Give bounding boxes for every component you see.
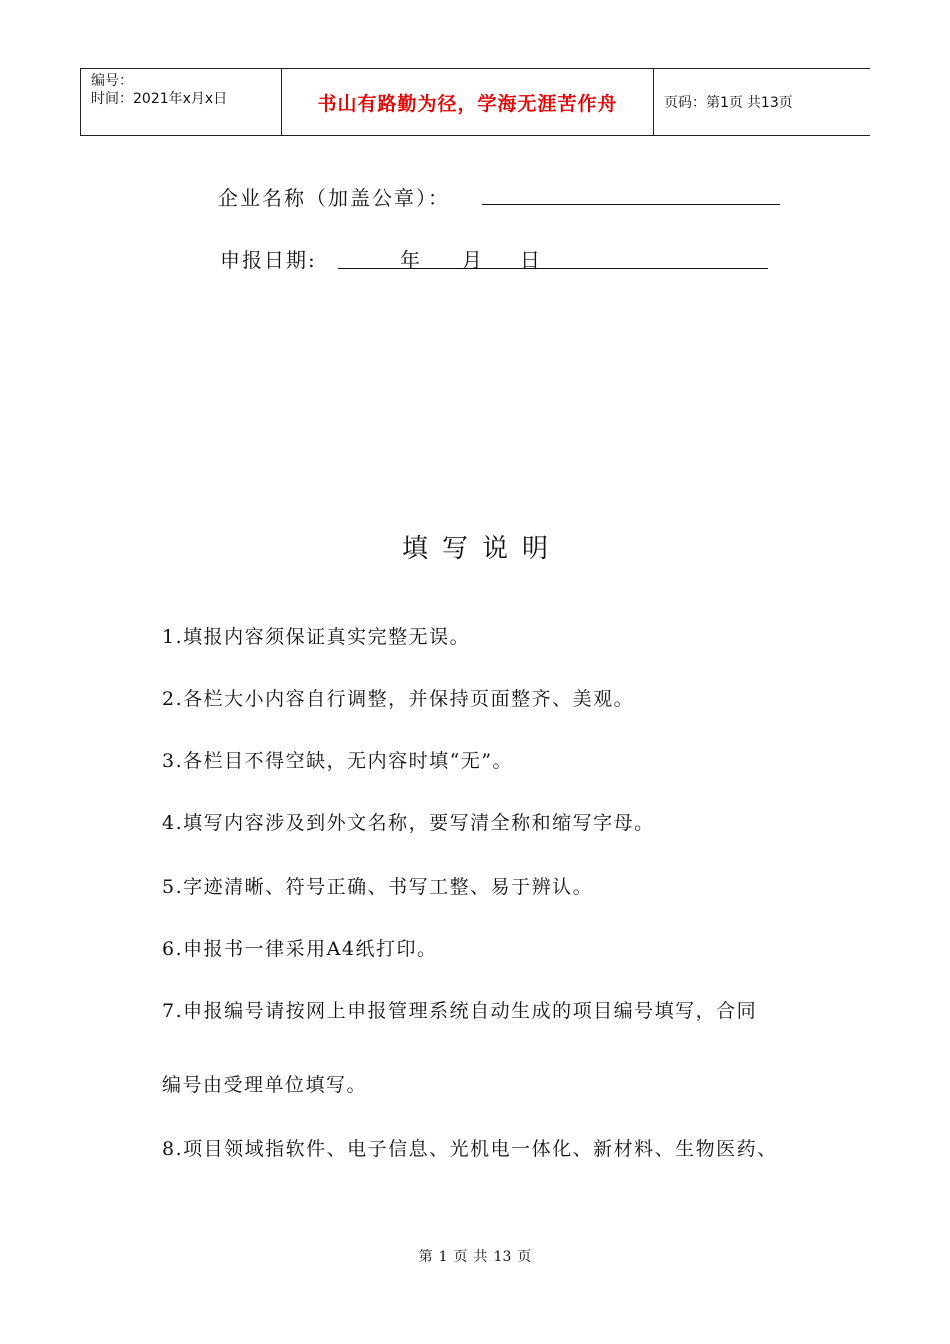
instructions-title: 填写说明 (401, 534, 562, 564)
header-meta-cell (80, 69, 282, 135)
header-total-label: 共13页 (746, 95, 793, 111)
date-year-unit: 年 (400, 248, 420, 272)
instruction-item: 6.申报书一律采用A4纸打印。 (162, 938, 438, 960)
instruction-item: 3.各栏目不得空缺，无内容时填“无”。 (162, 750, 514, 772)
company-name-field[interactable] (482, 204, 780, 205)
footer-prefix: 第 (418, 1249, 433, 1265)
header-page-label: 页码：第1页 (664, 95, 743, 111)
instruction-item: 4.填写内容涉及到外文名称，要写清全称和缩写字母。 (162, 812, 655, 834)
document-time-label: 时间：2021年x月x日 (91, 91, 228, 107)
company-name-label: 企业名称（加盖公章）： (218, 186, 450, 210)
declaration-date-field[interactable] (338, 244, 768, 272)
footer-total-prefix: 共 (473, 1249, 488, 1265)
header-page-info (654, 69, 870, 135)
declaration-date-label: 申报日期: (220, 248, 317, 272)
instruction-item: 5.字迹清晰、符号正确、书写工整、易于辨认。 (162, 876, 594, 898)
header-motto: 书山有路勤为径，学海无涯苦作舟 (282, 69, 654, 135)
page-footer (0, 1246, 950, 1266)
instruction-item: 7.申报编号请按网上申报管理系统自动生成的项目编号填写，合同 (162, 1000, 758, 1022)
page-header (80, 68, 870, 136)
footer-page-number: 1 (438, 1249, 448, 1265)
instruction-item-continuation: 编号由受理单位填写。 (162, 1074, 368, 1096)
footer-page-unit: 页 (453, 1249, 468, 1265)
instruction-item: 8.项目领域指软件、电子信息、光机电一体化、新材料、生物医药、 (162, 1138, 778, 1160)
instruction-item: 1.填报内容须保证真实完整无误。 (162, 626, 471, 648)
date-month-unit: 月 (462, 248, 482, 272)
document-number-label: 编号： (91, 73, 133, 89)
footer-total-pages: 13 (493, 1249, 512, 1265)
instruction-item: 2.各栏大小内容自行调整，并保持页面整齐、美观。 (162, 688, 635, 710)
footer-total-unit: 页 (517, 1249, 532, 1265)
date-day-unit: 日 (520, 248, 540, 272)
